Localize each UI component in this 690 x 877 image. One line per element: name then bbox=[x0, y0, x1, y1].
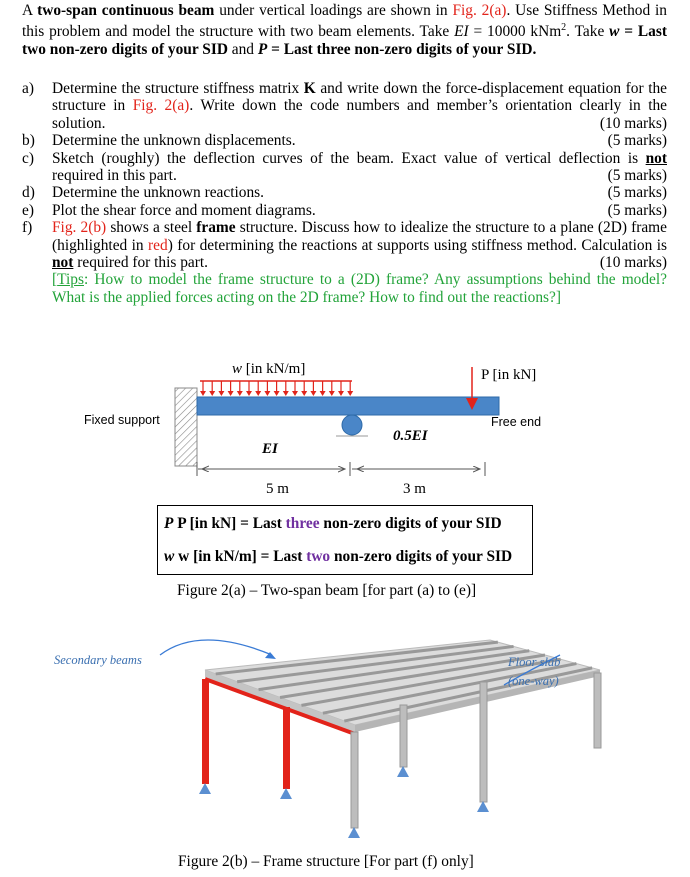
w-load-label: w [in kN/m] bbox=[232, 361, 306, 377]
udl-arrowhead bbox=[292, 391, 298, 396]
udl-arrowhead bbox=[338, 391, 344, 396]
question-e: e) Plot the shear force and moment diagrams. (5 marks) bbox=[22, 201, 667, 219]
figure-2a-legend: P P [in kN] = Last three non-zero digits of your SID w w [in kN/m] = Last two non-zero digits of your SID bbox=[157, 505, 533, 575]
distributed-load-arrows bbox=[200, 381, 353, 396]
fixed-support-label: Fixed support bbox=[84, 413, 160, 427]
column-red-1 bbox=[202, 679, 209, 784]
udl-arrowhead bbox=[209, 391, 215, 396]
tips: [Tips: How to model the frame structure to a (2D) frame? Any assumptions behind the model? What is the applied forces acting on the 2D frame? How to find out the reactions?] bbox=[52, 271, 667, 306]
udl-arrowhead bbox=[301, 391, 307, 396]
question-f: f) Fig. 2(b) shows a steel frame structure. Discuss how to idealize the structure to a plane (2D) frame (highlighted in red) for determining the reactions at supports using stiffness method. Calculation is not required for this part. (10 marks) [Tips: How to model the frame structure to a (2D) frame? Any assumptions behind the model? What is the applied forces acting on the 2D frame? How to find out the reactions?] bbox=[22, 219, 667, 306]
pin-supports bbox=[199, 766, 489, 838]
udl-arrowhead bbox=[228, 391, 234, 396]
beam-type: two-span continuous beam bbox=[37, 2, 215, 19]
question-list bbox=[22, 80, 667, 306]
udl-arrowhead bbox=[329, 391, 335, 396]
udl-arrowhead bbox=[347, 391, 353, 396]
udl-arrowhead bbox=[255, 391, 261, 396]
secondary-beams-label: Secondary beams bbox=[54, 653, 142, 667]
p-load-label: P [in kN] bbox=[481, 367, 537, 383]
question-c: c) Sketch (roughly) the deflection curves of the beam. Exact value of vertical deflection is not required in this part. (5 marks) bbox=[22, 149, 667, 185]
column-right-back bbox=[594, 673, 601, 748]
udl-arrowhead bbox=[246, 391, 252, 396]
secondary-beams-pointer bbox=[160, 640, 272, 655]
one-way-label: (one-way) bbox=[508, 674, 559, 688]
figure-2b-frame-diagram bbox=[0, 615, 690, 855]
udl-arrowhead bbox=[274, 391, 280, 396]
udl-arrowhead bbox=[200, 391, 206, 396]
figure-2a-caption: Figure 2(a) – Two-span beam [for part (a) to (e)] bbox=[177, 582, 477, 599]
udl-arrowhead bbox=[283, 391, 289, 396]
question-b: b) Determine the unknown displacements. (5 marks) bbox=[22, 132, 667, 150]
beam bbox=[197, 397, 499, 415]
udl-arrowhead bbox=[310, 391, 316, 396]
fig-2a-ref: Fig. 2(a) bbox=[452, 2, 507, 19]
udl-arrowhead bbox=[264, 391, 270, 396]
question-a: a) Determine the structure stiffness matrix K and write down the force-displacement equation for the structure in Fig. 2(a). Write down the code numbers and member’s orientation clearly in the solution. (10 marks) bbox=[22, 80, 668, 132]
udl-arrowhead bbox=[237, 391, 243, 396]
figure-2b-caption: Figure 2(b) – Frame structure [For part (f) only] bbox=[178, 853, 474, 870]
fixed-support-wall bbox=[175, 388, 197, 466]
ei-right-label: 0.5EI bbox=[393, 428, 428, 444]
span-1-label: 5 m bbox=[266, 481, 289, 497]
question-d: d) Determine the unknown reactions. (5 marks) bbox=[22, 184, 667, 202]
w-unit: [in kN/m] bbox=[242, 361, 306, 377]
column-right-front bbox=[480, 682, 487, 802]
column-red-2 bbox=[283, 707, 290, 789]
ei-left-label: EI bbox=[262, 441, 278, 457]
roller-support bbox=[342, 415, 362, 435]
udl-arrowhead bbox=[320, 391, 326, 396]
dimension-lines bbox=[197, 462, 485, 476]
column-front-corner bbox=[351, 732, 358, 828]
span-2-label: 3 m bbox=[403, 481, 426, 497]
column-mid bbox=[400, 705, 407, 767]
problem-intro: A two-span continuous beam under vertical loadings are shown in Fig. 2(a). Use Stiffness Method in this problem and model the structure with two beam elements. Take EI = 10000 kNm$^2$. Take w = Last two non-zero digits of your SID and P = Last three non-zero digits of your SID. bbox=[22, 2, 667, 58]
udl-arrowhead bbox=[218, 391, 224, 396]
free-end-label: Free end bbox=[491, 415, 542, 429]
floor-slab-label: Floor slab bbox=[508, 655, 561, 669]
